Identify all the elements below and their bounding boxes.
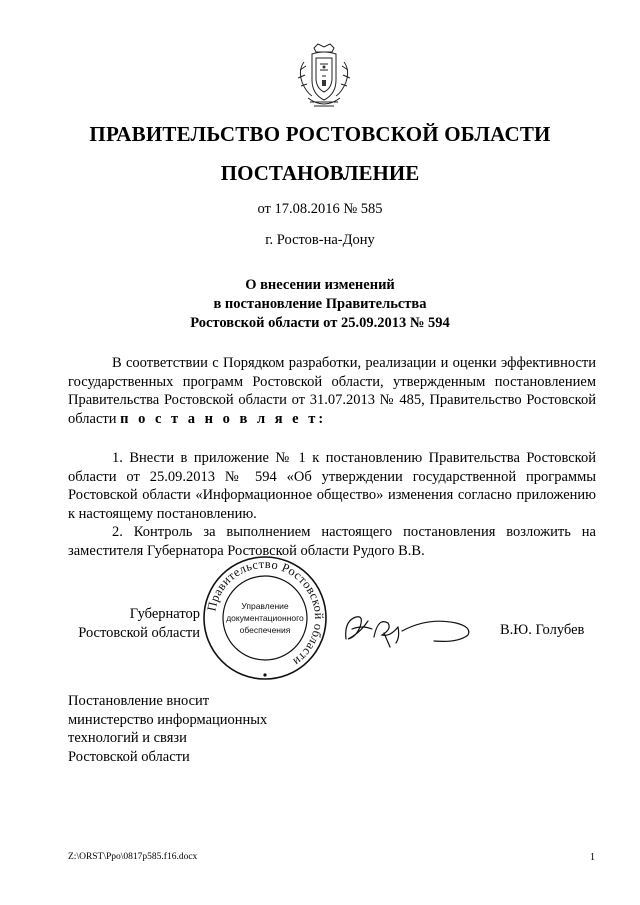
note-line: министерство информационных xyxy=(68,711,268,728)
page-number: 1 xyxy=(590,852,595,863)
preamble-text: В соответствии с Порядком разработки, реализации и оценки эффективности государственных программ Ростовской области, утвержденным постановлением Правительства Ростовской области от 31.07.2013 № 485, Правительство Ростовской области xyxy=(68,355,596,427)
document-subject xyxy=(0,276,640,333)
seal-ring-text: Правительство Ростовской области xyxy=(204,556,327,670)
resolution-item-1: 1. Внести в приложение № 1 к постановлению Правительства Ростовской области от 25.09.2013 № 594 «Об утверждении государственной программы Ростовской области «Информационное общество» изменения согласно приложению к настоящему постановлению. xyxy=(68,450,596,522)
official-seal-stamp xyxy=(201,554,329,682)
subject-line: Ростовской области от 25.09.2013 № 594 xyxy=(190,315,450,331)
signatory-title-line: Губернатор xyxy=(129,606,200,622)
signatory-title xyxy=(68,605,200,642)
seal-inner-line: Управление xyxy=(241,601,289,611)
preamble-paragraph xyxy=(68,354,596,428)
note-line: Ростовской области xyxy=(68,748,190,765)
signatory-name: В.Ю. Голубев xyxy=(500,622,585,638)
submitting-authority-note xyxy=(68,692,267,766)
seal-inner-line: документационного xyxy=(226,613,304,623)
coat-of-arms-emblem xyxy=(292,40,356,114)
document-type: ПОСТАНОВЛЕНИЕ xyxy=(220,161,420,185)
document-date-number: от 17.08.2016 № 585 xyxy=(257,201,383,217)
resolves-keyword: п о с т а н о в л я е т: xyxy=(120,410,327,427)
subject-line: в постановление Правительства xyxy=(213,296,427,312)
resolution-items xyxy=(68,449,596,560)
subject-line: О внесении изменений xyxy=(245,277,395,293)
resolution-item-2: 2. Контроль за выполнением настоящего постановления возложить на заместителя Губернатора Ростовской области Рудого В.В. xyxy=(68,524,596,559)
government-title: ПРАВИТЕЛЬСТВО РОСТОВСКОЙ ОБЛАСТИ xyxy=(89,122,551,146)
handwritten-signature xyxy=(338,603,478,653)
document-city: г. Ростов-на-Дону xyxy=(265,232,375,248)
signatory-title-line: Ростовской области xyxy=(78,624,200,641)
footer-file-path: Z:\ORST\Ppo\0817p585.f16.docx xyxy=(68,852,198,862)
note-line: Постановление вносит xyxy=(68,693,210,709)
note-line: технологий и связи xyxy=(68,730,187,746)
seal-inner-line: обеспечения xyxy=(239,625,291,635)
